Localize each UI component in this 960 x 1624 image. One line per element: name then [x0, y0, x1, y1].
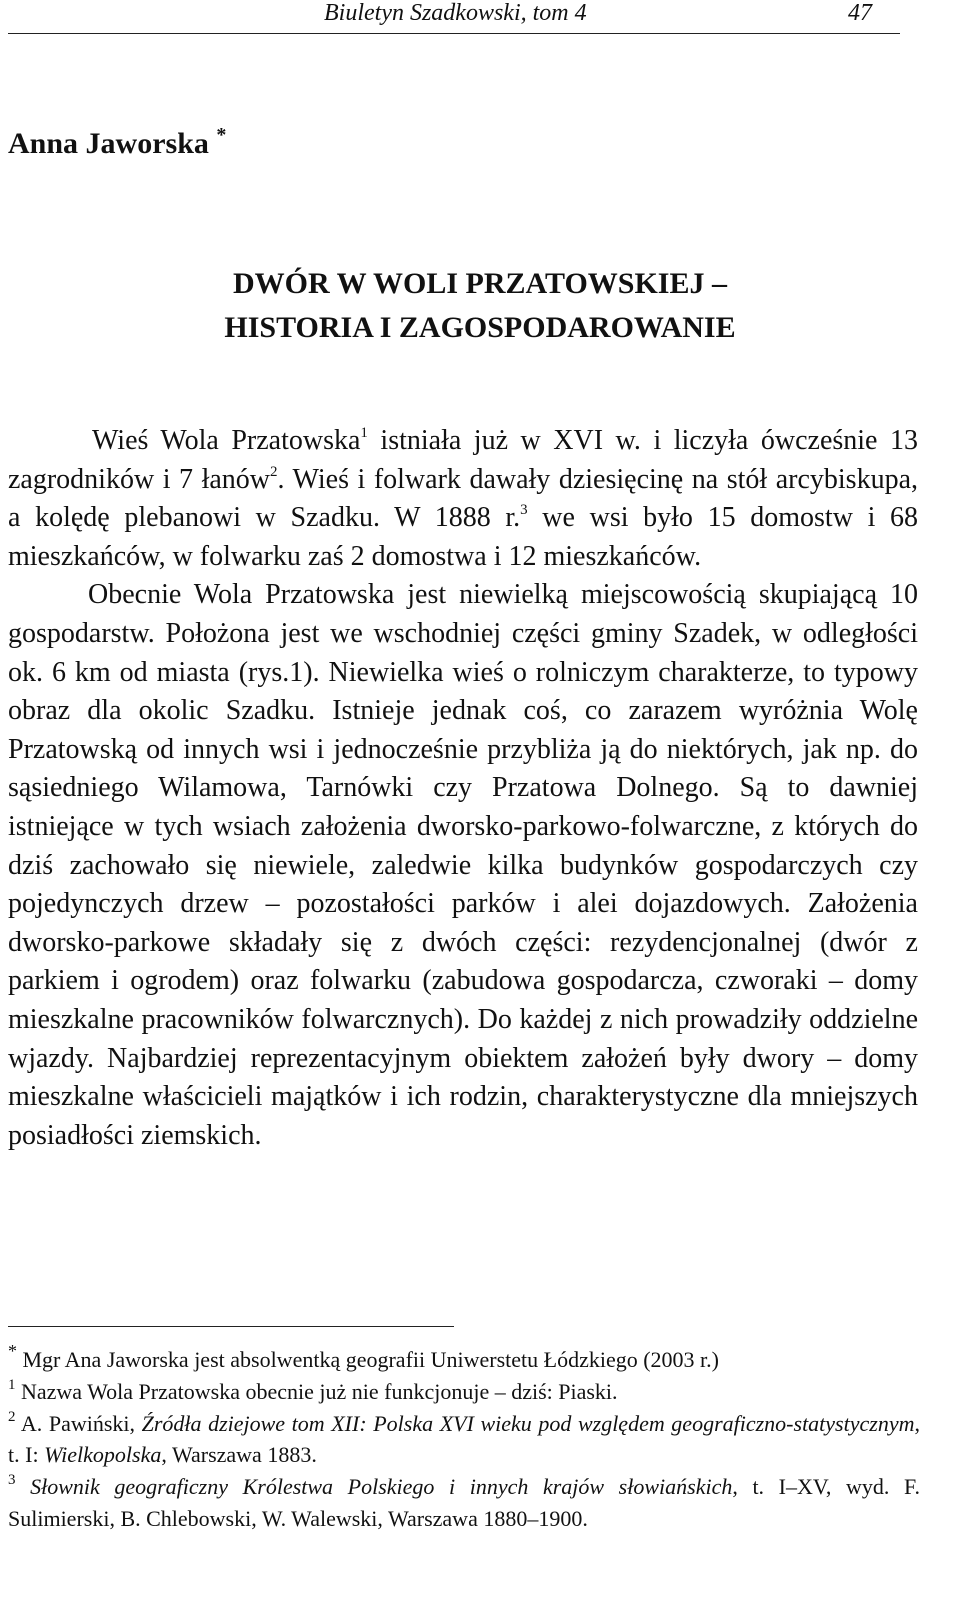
author-line [8, 124, 226, 161]
paragraph-1-text-c: . Wieś i folwark dawały dziesięcinę na stół arcybiskupa, a kolędę plebanowi w Szadku. W 1888 r. [8, 463, 918, 534]
article-title-line-1: DWÓR W WOLI PRZATOWSKIEJ – [232, 267, 727, 300]
footnote-2-text-b: , t. I: [8, 1410, 920, 1468]
footnote-2-title: Źródła dziejowe tom XII: Polska XVI wieku pod względem geograficzno-statystycznym [141, 1410, 915, 1436]
footnote-2-text-a: A. Pawiński, [15, 1410, 142, 1436]
footnote-ref-2: 2 [270, 463, 278, 480]
footnote-2 [8, 1408, 920, 1472]
paragraph-1 [8, 422, 918, 576]
footnote-ref-1: 1 [360, 425, 368, 441]
footnote-author [8, 1341, 920, 1376]
footnote-author-mark: * [8, 1341, 17, 1361]
footnote-3 [8, 1471, 920, 1535]
footnote-2-mark: 2 [8, 1408, 16, 1425]
footnote-3-title: Słownik geograficzny Królestwa Polskiego i innych krajów słowiańskich [15, 1474, 733, 1500]
footnote-author-text: Mgr Ana Jaworska jest absolwentką geografii Uniwerstetu Łódzkiego (2003 r.) [17, 1347, 719, 1372]
footnote-2-volume: Wielkopolska [44, 1442, 162, 1468]
running-header [8, 0, 900, 34]
author-footnote-mark: * [216, 124, 227, 146]
footnote-2-text-c: , Warszawa 1883. [161, 1442, 317, 1468]
footnote-3-text: , t. I–XV, wyd. F. Sulimierski, B. Chlebowski, W. Walewski, Warszawa 1880–1900. [8, 1474, 920, 1531]
article-title-line-2: HISTORIA I ZAGOSPODAROWANIE [224, 311, 736, 344]
footnote-separator [8, 1326, 454, 1327]
page-number: 47 [848, 0, 872, 26]
footnote-1-text: Nazwa Wola Przatowska obecnie już nie funkcjonuje – dziś: Piaski. [15, 1378, 618, 1404]
paragraph-1-text-a: Wieś Wola Przatowska [92, 425, 361, 456]
article-body [8, 422, 918, 1155]
paragraph-1-text-b: istniała już w XVI w. i liczyła ówcześnie 13 zagrodników i 7 łanów [8, 425, 918, 495]
article-title [0, 264, 960, 348]
footnote-3-mark: 3 [8, 1472, 16, 1489]
paragraph-2: Obecnie Wola Przatowska jest niewielką miejscowością skupiającą 10 gospodarstw. Położona jest we wschodniej części gminy Szadek, w odległości ok. 6 km od miasta (rys.1). Niewielka wieś o rolniczym charakterze, to typowy obraz dla okolic Szadku. Istnieje jednak coś, co zarazem wyróżnia Wolę Przatowską od innych wsi i jednocześnie przybliża ją do niektórych, jak np. do sąsiedniego Wilamowa, Tarnówki czy Przatowa Dolnego. Są to dawniej istniejące w tych wsiach założenia dworsko-parkowo-folwarczne, z których do dziś zachowało się niewiele, zaledwie kilka budynków gospodarczych czy pojedynczych drzew – pozostałości parków i alei dojazdowych. Założenia dworsko-parkowe składały się z dwóch części: rezydencjonalnej (dwór z parkiem i ogrodem) oraz folwarku (zabudowa gospodarcza, czworaki – domy mieszkalne pracowników folwarcznych). Do każdej z nich prowadziły oddzielne wjazdy. Najbardziej reprezentacyjnym obiektem założeń były dwory – domy mieszkalne właścicieli majątków i ich rodzin, charakterystyczne dla mniejszych posiadłości ziemskich. [8, 579, 918, 1151]
footnote-1 [8, 1376, 920, 1408]
author-name: Anna Jaworska [8, 127, 209, 160]
footnote-1-mark: 1 [8, 1376, 16, 1393]
footnotes [8, 1341, 920, 1535]
journal-title: Biuletyn Szadkowski, tom 4 [324, 0, 587, 26]
paragraph-1-text-d: we wsi było 15 domostw i 68 mieszkańców, w folwarku zaś 2 domostwa i 12 mieszkańców. [8, 502, 919, 572]
footnote-ref-3: 3 [520, 502, 528, 519]
